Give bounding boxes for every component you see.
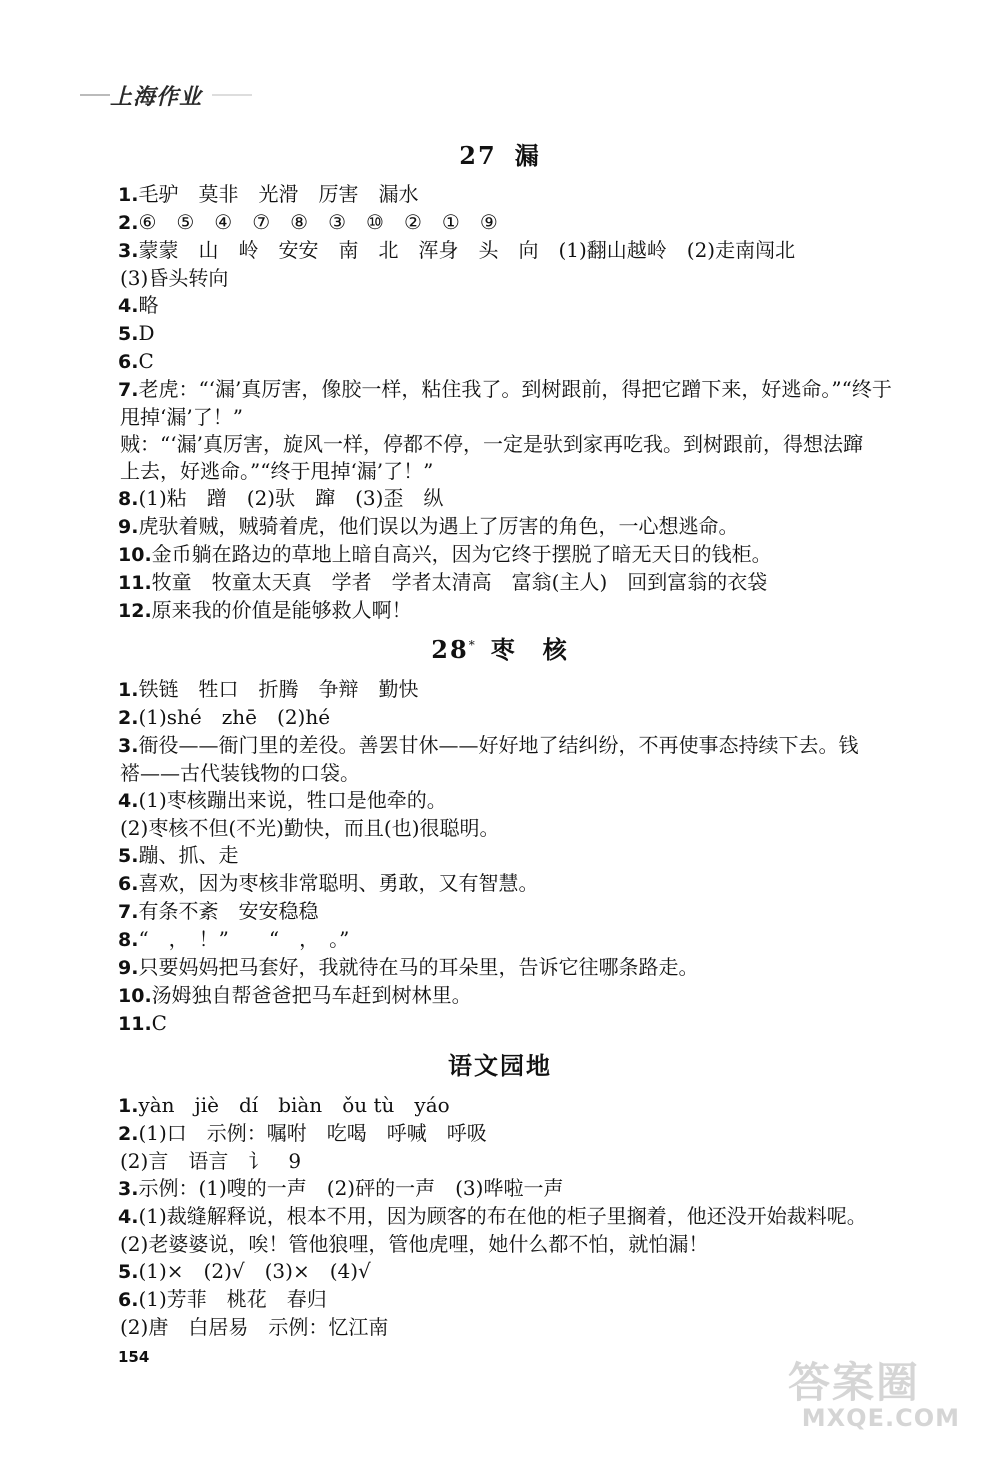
answer-continuation bbox=[118, 431, 918, 458]
answer-number: 6. bbox=[118, 351, 139, 373]
answer-continuation bbox=[118, 760, 918, 787]
answer-text: (1)shé zhē (2)hé bbox=[138, 705, 331, 729]
answer-text: (1)口 示例：嘱咐 吃喝 呼喊 呼吸 bbox=[138, 1121, 487, 1145]
answer-text: 铁链 牲口 折腾 争辩 勤快 bbox=[138, 677, 419, 701]
answer-item bbox=[118, 1286, 918, 1314]
answer-text: 金币躺在路边的草地上暗自高兴，因为它终于摆脱了暗无天日的钱柜。 bbox=[151, 542, 772, 566]
answer-number: 10. bbox=[118, 985, 152, 1007]
answer-item bbox=[118, 541, 918, 569]
answer-text: 牧童 牧童太天真 学者 学者太清高 富翁(主人) 回到富翁的衣袋 bbox=[151, 570, 768, 594]
answer-text: (1)× (2)√ (3)× (4)√ bbox=[138, 1259, 371, 1283]
answer-continuation bbox=[118, 404, 918, 431]
answer-text: 虎驮着贼，贼骑着虎，他们误以为遇上了厉害的角色，一心想逃命。 bbox=[138, 514, 739, 538]
answer-text: 老虎：“‘漏’真厉害，像胶一样，粘住我了。到树跟前，得把它蹭下来，好逃命。”“终于 bbox=[138, 377, 892, 401]
optional-mark: * bbox=[468, 638, 477, 652]
answer-text: C bbox=[151, 1011, 167, 1035]
answer-item bbox=[118, 704, 918, 732]
answer-item bbox=[118, 1175, 918, 1203]
answer-text: ⑥ ⑤ ④ ⑦ ⑧ ③ ⑩ ② ① ⑨ bbox=[138, 210, 498, 234]
answer-number: 1. bbox=[118, 679, 139, 701]
answer-item bbox=[118, 597, 918, 625]
answer-continuation bbox=[118, 265, 918, 292]
answer-item bbox=[118, 237, 918, 265]
answer-number: 8. bbox=[118, 929, 139, 951]
answer-item bbox=[118, 982, 918, 1010]
answer-text: “ ， ！” “ ， 。” bbox=[138, 927, 350, 951]
answer-item bbox=[118, 320, 918, 348]
answer-list-yuwen-yuandi bbox=[118, 1092, 918, 1341]
answer-item bbox=[118, 1258, 918, 1286]
answer-text: 褡——古代装钱物的口袋。 bbox=[120, 761, 360, 785]
answer-number: 2. bbox=[118, 1123, 139, 1145]
answer-item bbox=[118, 1010, 918, 1038]
answer-item bbox=[118, 181, 918, 209]
answer-item bbox=[118, 926, 918, 954]
answer-text: (2)唐 白居易 示例：忆江南 bbox=[120, 1315, 389, 1339]
answer-number: 4. bbox=[118, 1206, 139, 1228]
answer-text: 略 bbox=[138, 293, 159, 317]
watermark-url: MXQE.COM bbox=[801, 1404, 960, 1432]
answer-number: 9. bbox=[118, 516, 139, 538]
answer-item bbox=[118, 513, 918, 541]
answer-item bbox=[118, 732, 918, 760]
answer-item bbox=[118, 676, 918, 704]
answer-text: D bbox=[138, 321, 155, 345]
answer-number: 2. bbox=[118, 707, 139, 729]
answer-number: 8. bbox=[118, 488, 139, 510]
section-name: 漏 bbox=[514, 141, 541, 170]
answer-number: 11. bbox=[118, 1013, 152, 1035]
answer-number: 7. bbox=[118, 379, 139, 401]
answer-number: 3. bbox=[118, 240, 139, 262]
answer-text: C bbox=[138, 349, 154, 373]
answer-continuation bbox=[118, 815, 918, 842]
section-name: 语文园地 bbox=[448, 1051, 552, 1080]
answer-continuation bbox=[118, 1314, 918, 1341]
answer-number: 5. bbox=[118, 323, 139, 345]
section-name: 枣 核 bbox=[490, 635, 569, 664]
answer-item bbox=[118, 485, 918, 513]
answer-text: (2)老婆婆说，唉！管他狼哩，管他虎哩，她什么都不怕，就怕漏！ bbox=[120, 1232, 709, 1256]
answer-text: 蒙蒙 山 岭 安安 南 北 浑身 头 向 (1)翻山越岭 (2)走南闯北 bbox=[138, 238, 796, 262]
answer-text: 毛驴 莫非 光滑 厉害 漏水 bbox=[138, 182, 419, 206]
answer-text: (3)昏头转向 bbox=[120, 266, 229, 290]
answer-item bbox=[118, 1092, 918, 1120]
answer-number: 6. bbox=[118, 1289, 139, 1311]
answer-text: 原来我的价值是能够救人啊！ bbox=[151, 598, 412, 622]
answer-continuation bbox=[118, 458, 918, 485]
answer-text: 衙役——衙门里的差役。善罢甘休——好好地了结纠纷，不再使事态持续下去。钱 bbox=[138, 733, 859, 757]
answer-text: 只要妈妈把马套好，我就待在马的耳朵里，告诉它往哪条路走。 bbox=[138, 955, 699, 979]
answer-text: 贼：“‘漏’真厉害，旋风一样，停都不停，一定是驮到家再吃我。到树跟前，得想法蹿 bbox=[120, 432, 863, 456]
answer-text: 甩掉‘漏’了！” bbox=[120, 405, 243, 429]
answer-item bbox=[118, 292, 918, 320]
answer-number: 10. bbox=[118, 544, 152, 566]
section-number: 28 bbox=[431, 635, 469, 664]
answer-item bbox=[118, 348, 918, 376]
answer-item bbox=[118, 898, 918, 926]
answer-text: (1)枣核蹦出来说，牲口是他牵的。 bbox=[138, 788, 447, 812]
answer-text: 喜欢，因为枣核非常聪明、勇敢，又有智慧。 bbox=[138, 871, 539, 895]
section-number: 27 bbox=[459, 141, 497, 170]
answer-text: (1)裁缝解释说，根本不用，因为顾客的布在他的柜子里搁着，他还没开始裁料呢。 bbox=[138, 1204, 867, 1228]
answer-text: 上去，好逃命。”“终于甩掉‘漏’了！” bbox=[120, 459, 434, 483]
answer-number: 1. bbox=[118, 184, 139, 206]
answer-number: 3. bbox=[118, 735, 139, 757]
page-number: 154 bbox=[118, 1348, 150, 1366]
answer-number: 12. bbox=[118, 600, 152, 622]
answer-number: 2. bbox=[118, 212, 139, 234]
header-logo: 上海作业 bbox=[110, 80, 202, 111]
answer-number: 5. bbox=[118, 845, 139, 867]
answer-item bbox=[118, 569, 918, 597]
answer-text: 汤姆独自帮爸爸把马车赶到树林里。 bbox=[151, 983, 472, 1007]
answer-item bbox=[118, 787, 918, 815]
answer-text: 有条不紊 安安稳稳 bbox=[138, 899, 319, 923]
answer-number: 9. bbox=[118, 957, 139, 979]
answer-list-28 bbox=[118, 676, 918, 1038]
answer-number: 7. bbox=[118, 901, 139, 923]
answer-number: 3. bbox=[118, 1178, 139, 1200]
answer-number: 5. bbox=[118, 1261, 139, 1283]
watermark bbox=[780, 1340, 980, 1440]
answer-text: yàn jiè dí biàn ǒu tù yáo bbox=[138, 1093, 450, 1117]
answer-number: 11. bbox=[118, 572, 152, 594]
answer-item bbox=[118, 842, 918, 870]
answer-continuation bbox=[118, 1148, 918, 1175]
answer-text: (1)芳菲 桃花 春归 bbox=[138, 1287, 327, 1311]
answer-list-27 bbox=[118, 181, 918, 625]
section-title-28 bbox=[0, 630, 1000, 665]
watermark-logo: 答案圈 bbox=[787, 1358, 920, 1407]
answer-item bbox=[118, 1120, 918, 1148]
section-title-27 bbox=[0, 136, 1000, 171]
answer-text: (1)粘 蹭 (2)驮 蹿 (3)歪 纵 bbox=[138, 486, 444, 510]
answer-number: 6. bbox=[118, 873, 139, 895]
answer-number: 4. bbox=[118, 790, 139, 812]
answer-text: 蹦、抓、走 bbox=[138, 843, 239, 867]
answer-text: (2)枣核不但(不光)勤快，而且(也)很聪明。 bbox=[120, 816, 500, 840]
answer-text: 示例：(1)嗖的一声 (2)砰的一声 (3)哗啦一声 bbox=[138, 1176, 564, 1200]
answer-item bbox=[118, 870, 918, 898]
answer-continuation bbox=[118, 1231, 918, 1258]
answer-item bbox=[118, 954, 918, 982]
answer-number: 4. bbox=[118, 295, 139, 317]
answer-item bbox=[118, 1203, 918, 1231]
section-title-yuwen-yuandi bbox=[0, 1046, 1000, 1081]
answer-number: 1. bbox=[118, 1095, 139, 1117]
answer-text: (2)言 语言 讠 9 bbox=[120, 1149, 302, 1173]
answer-item bbox=[118, 209, 918, 237]
answer-item bbox=[118, 376, 918, 404]
